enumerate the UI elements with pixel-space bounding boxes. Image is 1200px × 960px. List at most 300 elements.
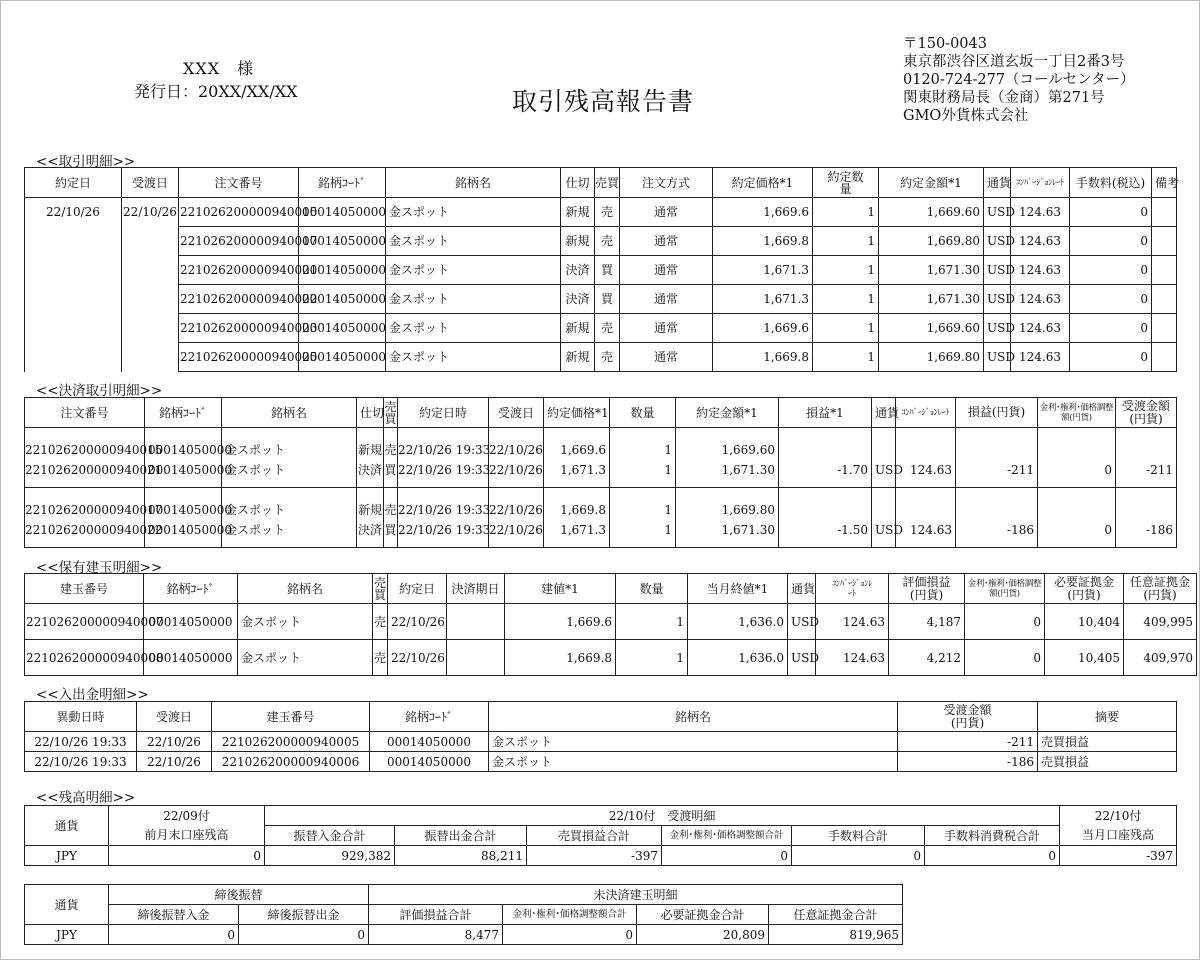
balance-fee-tax-header: 手数料消費税合計 bbox=[925, 826, 1060, 846]
recipient-name: XXX 様 bbox=[183, 59, 255, 78]
col-amount: 約定金額*1 bbox=[879, 168, 984, 198]
col-price: 約定価格*1 bbox=[544, 398, 610, 428]
cell-qty: 1 bbox=[610, 521, 676, 548]
cell-price: 1,669.8 bbox=[713, 227, 813, 256]
cell-delivery-amount: -186 bbox=[898, 752, 1038, 772]
cell-position-no: 221026200000940006 bbox=[212, 752, 370, 772]
cell-order-type: 通常 bbox=[620, 256, 713, 285]
company-address bbox=[903, 35, 1135, 125]
cell-qty: 1 bbox=[813, 314, 879, 343]
col-settle-deadline: 決済期日 bbox=[447, 574, 505, 604]
cell-name: 金スポット bbox=[489, 752, 898, 772]
cell-code: 00014050000 bbox=[370, 732, 489, 752]
cell-qty: 1 bbox=[813, 198, 879, 227]
cell-settle-deadline bbox=[447, 604, 505, 640]
postal-code: 〒150-0043 bbox=[903, 36, 987, 52]
col-name: 銘柄名 bbox=[489, 702, 898, 732]
col-summary: 摘要 bbox=[1038, 702, 1177, 732]
cell-adjust: 0 bbox=[1038, 521, 1116, 548]
balance-currency: JPY bbox=[25, 846, 109, 866]
col-amount: 約定金額*1 bbox=[676, 398, 779, 428]
cell-note bbox=[1152, 343, 1177, 372]
post-adjust: 0 bbox=[503, 925, 637, 945]
cell-qty: 1 bbox=[610, 488, 676, 521]
settle-header-row bbox=[25, 398, 1177, 428]
col-name: 銘柄名 bbox=[386, 168, 561, 198]
cell-name: 金スポット bbox=[238, 604, 373, 640]
cell-code: 00014050000 bbox=[299, 256, 386, 285]
cell-order-no: 221026200000940021 bbox=[179, 256, 299, 285]
cell-month-end-price: 1,636.0 bbox=[688, 640, 788, 676]
cell-adjust bbox=[1038, 428, 1116, 461]
cell-close: 決済 bbox=[357, 521, 384, 548]
cell-order-type: 通常 bbox=[620, 314, 713, 343]
cell-order-type: 通常 bbox=[620, 285, 713, 314]
section-title-cash: <<入出金明細>> bbox=[36, 687, 149, 703]
cell-code: 00014050000 bbox=[299, 285, 386, 314]
cell-rate: 124.63 bbox=[1011, 285, 1070, 314]
cell-qty: 1 bbox=[813, 343, 879, 372]
cell-close: 新規 bbox=[561, 227, 595, 256]
cell-pl-jpy bbox=[956, 488, 1038, 521]
cell-fee: 0 bbox=[1070, 198, 1152, 227]
cell-pl: -1.50 bbox=[779, 521, 872, 548]
cell-code: 00014050000 bbox=[145, 521, 222, 548]
cell-datetime: 22/10/26 19:33 bbox=[25, 732, 137, 752]
cell-amount: 1,669.80 bbox=[676, 488, 779, 521]
col-qty: 約定数量 bbox=[813, 168, 879, 198]
cell-rate: 124.63 bbox=[896, 521, 956, 548]
cell-price: 1,669.6 bbox=[713, 198, 813, 227]
cell-rate: 124.63 bbox=[1011, 198, 1070, 227]
post-required-margin: 20,809 bbox=[637, 925, 769, 945]
col-pl-jpy: 損益(円貨) bbox=[956, 398, 1038, 428]
cell-eval-pl: 4,187 bbox=[889, 604, 965, 640]
cell-qty: 1 bbox=[616, 604, 688, 640]
cell-amount: 1,671.30 bbox=[879, 285, 984, 314]
balance-prev-date: 22/09付 bbox=[109, 806, 265, 826]
cell-note bbox=[1152, 227, 1177, 256]
col-adjust: 金利･権利･価格調整額(円貨) bbox=[1038, 398, 1116, 428]
registration-number: 関東財務局長（金商）第271号 bbox=[903, 90, 1105, 106]
post-currency: JPY bbox=[25, 925, 109, 945]
cell-close: 決済 bbox=[357, 461, 384, 488]
cell-datetime: 22/10/26 19:33 bbox=[398, 488, 489, 521]
cell-name: 金スポット bbox=[222, 488, 357, 521]
cell-qty: 1 bbox=[813, 256, 879, 285]
col-datetime: 異動日時 bbox=[25, 702, 137, 732]
cell-order-type: 通常 bbox=[620, 227, 713, 256]
balance-currency-header: 通貨 bbox=[25, 806, 109, 846]
cell-required-margin: 10,405 bbox=[1045, 640, 1124, 676]
cell-side: 売 bbox=[595, 314, 620, 343]
balance-transfer-out: 88,211 bbox=[395, 846, 527, 866]
table-row bbox=[25, 343, 1177, 372]
post-close-table bbox=[24, 884, 903, 945]
section-title-trade: <<取引明細>> bbox=[36, 154, 136, 170]
balance-transfer-in: 929,382 bbox=[265, 846, 395, 866]
cell-rate: 124.63 bbox=[1011, 343, 1070, 372]
cell-close: 決済 bbox=[561, 285, 595, 314]
post-eval-pl-header: 評価損益合計 bbox=[369, 905, 503, 925]
table-row bbox=[25, 604, 1197, 640]
cell-pl bbox=[779, 428, 872, 461]
col-trade-date: 約定日 bbox=[25, 168, 122, 198]
cell-delivery-date: 22/10/26 bbox=[489, 488, 544, 521]
issue-date: 発行日：20XX/XX/XX bbox=[134, 82, 298, 101]
cell-side: 売 bbox=[384, 488, 398, 521]
post-transfer-out: 0 bbox=[239, 925, 369, 945]
col-order-type: 注文方式 bbox=[620, 168, 713, 198]
col-delivery-amount: 受渡金額(円貨) bbox=[1116, 398, 1177, 428]
col-month-end-price: 当月終値*1 bbox=[688, 574, 788, 604]
cell-delivery-date: 22/10/26 bbox=[137, 732, 212, 752]
table-row bbox=[25, 521, 1177, 548]
cell-price: 1,669.8 bbox=[544, 488, 610, 521]
balance-fee-tax: 0 bbox=[925, 846, 1060, 866]
post-transfer-group-header: 締後振替 bbox=[109, 885, 369, 905]
col-fee: 手数料(税込) bbox=[1070, 168, 1152, 198]
col-note: 備考 bbox=[1152, 168, 1177, 198]
table-row bbox=[25, 461, 1177, 488]
table-row bbox=[25, 640, 1197, 676]
cell-currency: USD bbox=[984, 343, 1011, 372]
cell-amount: 1,669.80 bbox=[879, 343, 984, 372]
col-delivery-amount: 受渡金額(円貨) bbox=[898, 702, 1038, 732]
col-adjust: 金利･権利･価格調整額(円貨) bbox=[965, 574, 1045, 604]
post-unsettled-group-header: 未決済建玉明細 bbox=[369, 885, 903, 905]
cell-note bbox=[1152, 285, 1177, 314]
cell-qty: 1 bbox=[616, 640, 688, 676]
cell-code: 00014050000 bbox=[145, 488, 222, 521]
cell-name: 金スポット bbox=[222, 521, 357, 548]
col-code: 銘柄ｺｰﾄﾞ bbox=[145, 398, 222, 428]
cell-close: 新規 bbox=[561, 198, 595, 227]
cell-order-no: 221026200000940017 bbox=[25, 488, 145, 521]
col-side: 売買 bbox=[384, 399, 397, 426]
col-position-no: 建玉番号 bbox=[212, 702, 370, 732]
balance-trade-pl: -397 bbox=[527, 846, 662, 866]
cell-name: 金スポット bbox=[222, 461, 357, 488]
cell-close: 新規 bbox=[561, 314, 595, 343]
table-row bbox=[25, 428, 1177, 461]
cell-currency: USD bbox=[984, 227, 1011, 256]
balance-transfer-in-header: 振替入金合計 bbox=[265, 826, 395, 846]
cell-rate: 124.63 bbox=[816, 640, 889, 676]
balance-current: -397 bbox=[1060, 846, 1177, 866]
cell-name: 金スポット bbox=[386, 227, 561, 256]
cell-price: 1,669.8 bbox=[713, 343, 813, 372]
cell-order-no: 221026200000940025 bbox=[179, 343, 299, 372]
cell-pl: -1.70 bbox=[779, 461, 872, 488]
col-rate: ｺﾝﾊﾞｰｼﾞｮﾝﾚｰﾄ bbox=[896, 398, 956, 428]
cell-side: 買 bbox=[595, 256, 620, 285]
cell-rate bbox=[896, 428, 956, 461]
cell-trade-date: 22/10/26 bbox=[388, 604, 447, 640]
section-title-settle: <<決済取引明細>> bbox=[36, 383, 163, 399]
col-delivery-date: 受渡日 bbox=[137, 702, 212, 732]
col-name: 銘柄名 bbox=[222, 398, 357, 428]
cell-close: 決済 bbox=[561, 256, 595, 285]
cell-pl-jpy bbox=[956, 428, 1038, 461]
cell-currency: USD bbox=[984, 256, 1011, 285]
cell-optional-margin: 409,995 bbox=[1124, 604, 1197, 640]
cell-note bbox=[1152, 256, 1177, 285]
cell-delivery-amount: -211 bbox=[898, 732, 1038, 752]
cell-code: 00014050000 bbox=[370, 752, 489, 772]
cell-trade-date: 22/10/26 bbox=[388, 640, 447, 676]
cell-amount: 1,669.60 bbox=[879, 198, 984, 227]
col-order-no: 注文番号 bbox=[179, 168, 299, 198]
cell-rate: 124.63 bbox=[1011, 227, 1070, 256]
cell-order-type: 通常 bbox=[620, 343, 713, 372]
section-title-balance: <<残高明細>> bbox=[36, 790, 136, 806]
cell-fee: 0 bbox=[1070, 314, 1152, 343]
street-address: 東京都渋谷区道玄坂一丁目2番3号 bbox=[903, 54, 1125, 70]
cell-currency: USD bbox=[984, 198, 1011, 227]
cell-entry-price: 1,669.6 bbox=[505, 604, 616, 640]
cell-position-no: 221026200000940007 bbox=[25, 604, 144, 640]
cell-currency: USD bbox=[872, 521, 896, 548]
cell-delivery-date: 22/10/26 bbox=[137, 752, 212, 772]
cash-table bbox=[24, 701, 1177, 772]
post-optional-margin-header: 任意証拠金合計 bbox=[769, 905, 903, 925]
cell-currency: USD bbox=[788, 604, 816, 640]
col-rate: ｺﾝﾊﾞｰｼﾞｮﾝﾚｰﾄ bbox=[1011, 168, 1070, 198]
cell-delivery-date: 22/10/26 bbox=[489, 428, 544, 461]
cell-amount: 1,671.30 bbox=[676, 461, 779, 488]
cell-amount: 1,669.60 bbox=[879, 314, 984, 343]
table-row bbox=[25, 732, 1177, 752]
hold-table bbox=[24, 573, 1197, 676]
cell-summary: 売買損益 bbox=[1038, 752, 1177, 772]
cell-code: 00014050000 bbox=[145, 428, 222, 461]
col-side: 売買 bbox=[595, 168, 620, 198]
cell-delivery-date: 22/10/26 bbox=[489, 521, 544, 548]
cell-qty: 1 bbox=[813, 285, 879, 314]
cell-code: 00014050000 bbox=[299, 198, 386, 227]
cell-order-no: 221026200000940022 bbox=[25, 521, 145, 548]
cell-adjust: 0 bbox=[1038, 461, 1116, 488]
cell-price: 1,669.6 bbox=[713, 314, 813, 343]
cell-delivery-amount: -211 bbox=[1116, 461, 1177, 488]
cell-month-end-price: 1,636.0 bbox=[688, 604, 788, 640]
col-name: 銘柄名 bbox=[238, 574, 373, 604]
cell-order-no: 221026200000940015 bbox=[179, 198, 299, 227]
cell-note bbox=[1152, 198, 1177, 227]
cell-pl-jpy: -186 bbox=[956, 521, 1038, 548]
post-optional-margin: 819,965 bbox=[769, 925, 903, 945]
col-pl: 損益*1 bbox=[779, 398, 872, 428]
cell-currency: USD bbox=[872, 461, 896, 488]
cell-order-type: 通常 bbox=[620, 198, 713, 227]
col-position-no: 建玉番号 bbox=[25, 574, 144, 604]
cell-order-no: 221026200000940022 bbox=[179, 285, 299, 314]
cell-required-margin: 10,404 bbox=[1045, 604, 1124, 640]
cell-qty: 1 bbox=[610, 428, 676, 461]
col-rate: ｺﾝﾊﾞｰｼﾞｮﾝﾚｰﾄ bbox=[816, 574, 889, 604]
cell-position-no: 221026200000940008 bbox=[25, 640, 144, 676]
cell-amount: 1,669.80 bbox=[879, 227, 984, 256]
cell-rate: 124.63 bbox=[816, 604, 889, 640]
cell-optional-margin: 409,970 bbox=[1124, 640, 1197, 676]
cell-side: 売 bbox=[373, 604, 388, 640]
cell-side: 売 bbox=[373, 640, 388, 676]
post-currency-header: 通貨 bbox=[25, 885, 109, 925]
table-row bbox=[25, 227, 1177, 256]
balance-row bbox=[25, 846, 1177, 866]
balance-prev-header: 前月末口座残高 bbox=[109, 826, 265, 846]
cell-currency bbox=[872, 488, 896, 521]
balance-fee-header: 手数料合計 bbox=[792, 826, 925, 846]
cell-price: 1,669.6 bbox=[544, 428, 610, 461]
col-code: 銘柄ｺｰﾄﾞ bbox=[144, 574, 238, 604]
post-eval-pl: 8,477 bbox=[369, 925, 503, 945]
cell-side: 買 bbox=[384, 521, 398, 548]
post-transfer-in-header: 締後振替入金 bbox=[109, 905, 239, 925]
post-close-row bbox=[25, 925, 903, 945]
table-row bbox=[25, 256, 1177, 285]
post-transfer-in: 0 bbox=[109, 925, 239, 945]
cell-currency bbox=[872, 428, 896, 461]
hold-header-row bbox=[25, 574, 1197, 604]
balance-current-date: 22/10付 bbox=[1060, 806, 1177, 826]
col-eval-pl: 評価損益(円貨) bbox=[889, 574, 965, 604]
col-qty: 数量 bbox=[610, 398, 676, 428]
col-trade-date: 約定日 bbox=[388, 574, 447, 604]
cell-close: 新規 bbox=[357, 488, 384, 521]
cell-name: 金スポット bbox=[386, 314, 561, 343]
cell-note bbox=[1152, 314, 1177, 343]
cell-side: 売 bbox=[595, 343, 620, 372]
cell-name: 金スポット bbox=[386, 256, 561, 285]
cell-code: 00014050000 bbox=[145, 461, 222, 488]
cell-datetime: 22/10/26 19:33 bbox=[398, 461, 489, 488]
cell-name: 金スポット bbox=[489, 732, 898, 752]
cell-price: 1,671.3 bbox=[713, 256, 813, 285]
cell-close: 新規 bbox=[561, 343, 595, 372]
cell-position-no: 221026200000940005 bbox=[212, 732, 370, 752]
cell-pl-jpy: -211 bbox=[956, 461, 1038, 488]
col-currency: 通貨 bbox=[984, 168, 1011, 198]
balance-trade-pl-header: 売買損益合計 bbox=[527, 826, 662, 846]
cell-fee: 0 bbox=[1070, 285, 1152, 314]
table-row bbox=[25, 488, 1177, 521]
balance-current-header: 当月口座残高 bbox=[1060, 826, 1177, 846]
cell-settle-deadline bbox=[447, 640, 505, 676]
col-currency: 通貨 bbox=[788, 574, 816, 604]
balance-delivery-detail-header: 22/10付 受渡明細 bbox=[265, 806, 1060, 826]
cell-delivery-date: 22/10/26 bbox=[122, 198, 179, 372]
cell-datetime: 22/10/26 19:33 bbox=[398, 428, 489, 461]
cell-datetime: 22/10/26 19:33 bbox=[25, 752, 137, 772]
cell-name: 金スポット bbox=[386, 285, 561, 314]
cell-delivery-date: 22/10/26 bbox=[489, 461, 544, 488]
cell-name: 金スポット bbox=[386, 198, 561, 227]
trade-table bbox=[24, 167, 1180, 372]
cell-side: 売 bbox=[384, 428, 398, 461]
col-currency: 通貨 bbox=[872, 398, 896, 428]
section-title-hold: <<保有建玉明細>> bbox=[36, 560, 163, 576]
cell-amount: 1,669.60 bbox=[676, 428, 779, 461]
cell-order-no: 221026200000940023 bbox=[179, 314, 299, 343]
col-optional-margin: 任意証拠金(円貨) bbox=[1124, 574, 1197, 604]
cell-summary: 売買損益 bbox=[1038, 732, 1177, 752]
phone-number: 0120-724-277（コールセンター） bbox=[903, 72, 1135, 88]
settle-table bbox=[24, 397, 1177, 548]
col-required-margin: 必要証拠金(円貨) bbox=[1045, 574, 1124, 604]
table-row bbox=[25, 314, 1177, 343]
cell-eval-pl: 4,212 bbox=[889, 640, 965, 676]
cell-adjust bbox=[1038, 488, 1116, 521]
col-side: 売買 bbox=[373, 575, 386, 602]
balance-transfer-out-header: 振替出金合計 bbox=[395, 826, 527, 846]
balance-adjust: 0 bbox=[662, 846, 792, 866]
col-price: 約定価格*1 bbox=[713, 168, 813, 198]
trade-header-row bbox=[25, 168, 1177, 198]
cell-price: 1,671.3 bbox=[544, 461, 610, 488]
page-title: 取引残高報告書 bbox=[512, 87, 695, 116]
cell-name: 金スポット bbox=[238, 640, 373, 676]
cell-delivery-amount: -186 bbox=[1116, 521, 1177, 548]
cell-code: 00014050000 bbox=[144, 640, 238, 676]
post-transfer-out-header: 締後振替出金 bbox=[239, 905, 369, 925]
cash-header-row bbox=[25, 702, 1177, 732]
cell-pl bbox=[779, 488, 872, 521]
cell-side: 売 bbox=[595, 227, 620, 256]
cell-rate: 124.63 bbox=[896, 461, 956, 488]
cell-side: 売 bbox=[595, 198, 620, 227]
balance-table bbox=[24, 805, 1177, 866]
cell-side: 買 bbox=[384, 461, 398, 488]
cell-order-no: 221026200000940021 bbox=[25, 461, 145, 488]
col-code: 銘柄ｺｰﾄﾞ bbox=[299, 168, 386, 198]
cell-delivery-amount bbox=[1116, 428, 1177, 461]
cell-amount: 1,671.30 bbox=[879, 256, 984, 285]
cell-trade-date: 22/10/26 bbox=[25, 198, 122, 372]
cell-delivery-amount bbox=[1116, 488, 1177, 521]
table-row bbox=[25, 752, 1177, 772]
cell-rate bbox=[896, 488, 956, 521]
cell-code: 00014050000 bbox=[144, 604, 238, 640]
col-delivery-date: 受渡日 bbox=[489, 398, 544, 428]
cell-price: 1,671.3 bbox=[713, 285, 813, 314]
cell-datetime: 22/10/26 19:33 bbox=[398, 521, 489, 548]
cell-order-no: 221026200000940015 bbox=[25, 428, 145, 461]
company-name: GMO外貨株式会社 bbox=[903, 108, 1029, 124]
cell-code: 00014050000 bbox=[299, 227, 386, 256]
post-required-margin-header: 必要証拠金合計 bbox=[637, 905, 769, 925]
cell-fee: 0 bbox=[1070, 256, 1152, 285]
cell-name: 金スポット bbox=[386, 343, 561, 372]
col-close: 仕切 bbox=[357, 398, 384, 428]
cell-code: 00014050000 bbox=[299, 343, 386, 372]
cell-entry-price: 1,669.8 bbox=[505, 640, 616, 676]
cell-close: 新規 bbox=[357, 428, 384, 461]
balance-prev: 0 bbox=[109, 846, 265, 866]
col-entry-price: 建値*1 bbox=[505, 574, 616, 604]
cell-qty: 1 bbox=[610, 461, 676, 488]
cell-rate: 124.63 bbox=[1011, 256, 1070, 285]
cell-adjust: 0 bbox=[965, 640, 1045, 676]
cell-adjust: 0 bbox=[965, 604, 1045, 640]
cell-rate: 124.63 bbox=[1011, 314, 1070, 343]
cell-currency: USD bbox=[984, 314, 1011, 343]
cell-fee: 0 bbox=[1070, 343, 1152, 372]
cell-currency: USD bbox=[788, 640, 816, 676]
col-close: 仕切 bbox=[561, 168, 595, 198]
col-code: 銘柄ｺｰﾄﾞ bbox=[370, 702, 489, 732]
